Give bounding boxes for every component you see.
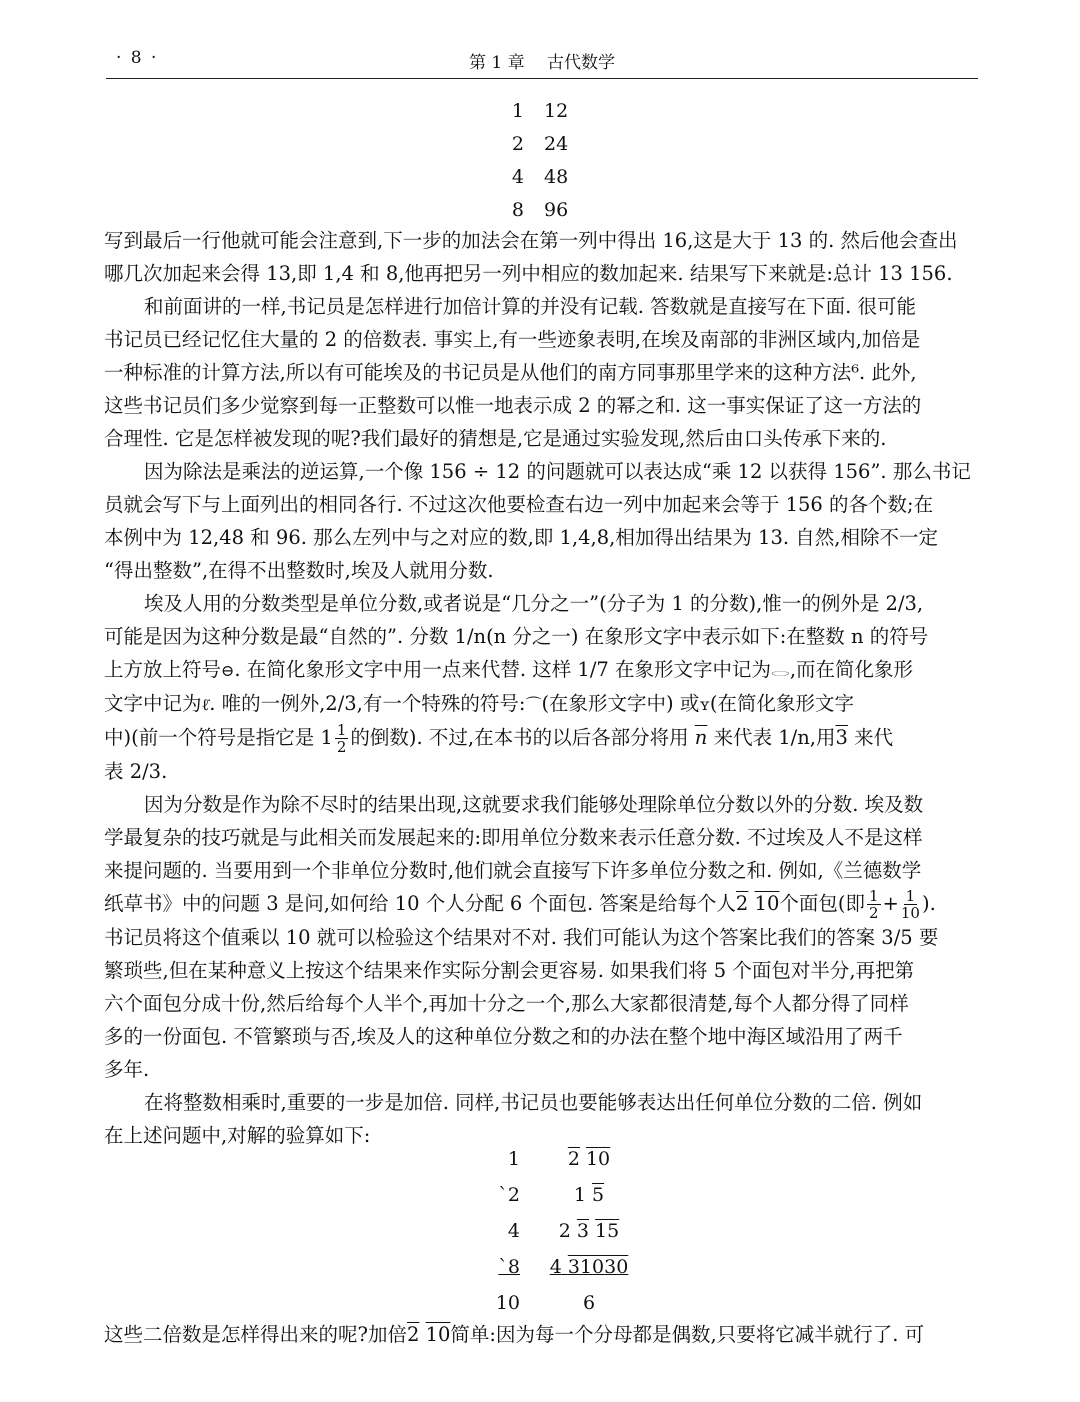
- doubling-table: [500, 100, 604, 232]
- paragraph: 写到最后一行他就可能会注意到,下一步的加法会在第一列中得出 16,这是大于 13 的. 然后他会查出 哪几次加起来会得 13,即 1,4 和 8,他再把另一列中相应的数加起来. 结果写下来就是:总计 13 156.: [104, 229, 958, 285]
- table-row: 4 2 3 15: [507, 1220, 620, 1242]
- chapter-title: 第 1 章 古代数学: [468, 53, 616, 73]
- body-text-end: [104, 1318, 980, 1351]
- table-row: 2 24: [511, 133, 569, 155]
- paragraph: 和前面讲的一样,书记员是怎样进行加倍计算的并没有记载. 答数就是直接写在下面. 很可能 书记员已经记忆住大量的 2 的倍数表. 事实上,有一些迹象表明,在埃及南部的非洲区域内,加倍是 一种标准的计算方法,所以有可能埃及的书记员是从他们的南方同事那里学来的这种方法⁶. 此外, 这些书记员们多少觉察到每一正整数可以惟一地表示成 2 的幂之和. 这一事实保证了这一方法的 合理性. 它是怎样被发现的呢?我们最好的猜想是,它是通过实验发现,然后由口头传承下来的.: [104, 295, 922, 450]
- body-text: [104, 224, 980, 1152]
- paragraph: 埃及人用的分数类型是单位分数,或者说是“几分之一”(分子为 1 的分数),惟一的例外是 2/3, 可能是因为这种分数是最“自然的”. 分数 1/n(n 分之一) 在象形文字中表示如下:在整数 n 的符号 上方放上符号⊖. 在简化象形文字中用一点来代替. 这样 1/7 在象形文字中记为𓂋,而在简化象形 文字中记为ℓ̇. 唯的一例外,2/3,有一个特殊的符号:⌒(在象形文字中) 或ʏ(在简化象形文字 中)(前一个符号是指它是 1 $\frac{1}{2}$ 的倒数). 不过,在本书的以后各部分将用 $\overline{n}$ 来代表 1/n,用3 来代 表 2/3.: [104, 592, 929, 783]
- fraction: $\frac{1}{2}$: [868, 887, 879, 922]
- mouth-hieroglyph-icon: ⊖: [221, 661, 235, 680]
- paragraph: 因为分数是作为除不尽时的结果出现,这就要求我们能够处理除单位分数以外的分数. 埃及数 学最复杂的技巧就是与此相关而发展起来的:即用单位分数来表示任意分数. 不过埃及人不是这样 来提问题的. 当要用到一个非单位分数时,他们就会直接写下许多单位分数之和. 例如,《兰德数学 纸草书》中的问题 3 是问,如何给 10 个人分配 6 个面包. 答案是给每个人2 10个面包(即 $\frac{1}{2}$ + $\frac{1}{10}$ ). 书记员将这个值乘以 10 就可以检验这个结果对不对. 我们可能认为这个答案比我们的答案 3/5 要 繁琐些,但在某种意义上按这个结果来作实际分割会更容易. 如果我们将 5 个面包对半分,再把第 六个面包分成十份,然后给每个人半个,再加十分之一个,那么大家都很清楚,每个人都分得了同样 多的一份面包. 不管繁琐与否,埃及人的这种单位分数之和的办法在整个地中海区域沿用了两千 多年.: [104, 793, 939, 1081]
- table-row: `8 4 31030: [498, 1256, 629, 1278]
- table-row: 1 2 10: [507, 1148, 611, 1170]
- table-total-row: 10 6: [495, 1292, 596, 1314]
- two-thirds-hieroglyph-icon: ⌒: [525, 695, 542, 714]
- table-row: 8 96: [511, 199, 569, 221]
- table-row: `2 1 5: [498, 1184, 605, 1206]
- paragraph: 这些二倍数是怎样得出来的呢?加倍2 10简单:因为每一个分母都是偶数,只要将它减半就行了. 可: [104, 1323, 925, 1346]
- fraction: $\frac{1}{10}$: [900, 887, 920, 922]
- table-row: 4 48: [511, 166, 569, 188]
- fraction: $\frac{1}{2}$: [336, 721, 347, 756]
- page-header: [106, 44, 978, 79]
- verification-table: [480, 1148, 634, 1322]
- paragraph: 在将整数相乘时,重要的一步是加倍. 同样,书记员也要能够表达出任何单位分数的二倍. 例如 在上述问题中,对解的验算如下:: [104, 1091, 923, 1147]
- paragraph: 因为除法是乘法的逆运算,一个像 156 ÷ 12 的问题就可以表达成“乘 12 以获得 156”. 那么书记 员就会写下与上面列出的相同各行. 不过这次他要检查右边一列中加起来会等于 156 的各个数;在 本例中为 12,48 和 96. 那么左列中与之对应的数,即 1,4,8,相加得出结果为 13. 自然,相除不一定 “得出整数”,在得不出整数时,埃及人就用分数.: [104, 460, 971, 582]
- page-number: · 8 ·: [116, 48, 159, 68]
- two-thirds-hieratic-icon: ʏ: [699, 695, 710, 714]
- table-row: 1 12: [511, 100, 569, 122]
- hieratic-seventh-icon: ℓ̇: [201, 695, 210, 714]
- one-seventh-hieroglyph-icon: 𓂋: [771, 661, 790, 680]
